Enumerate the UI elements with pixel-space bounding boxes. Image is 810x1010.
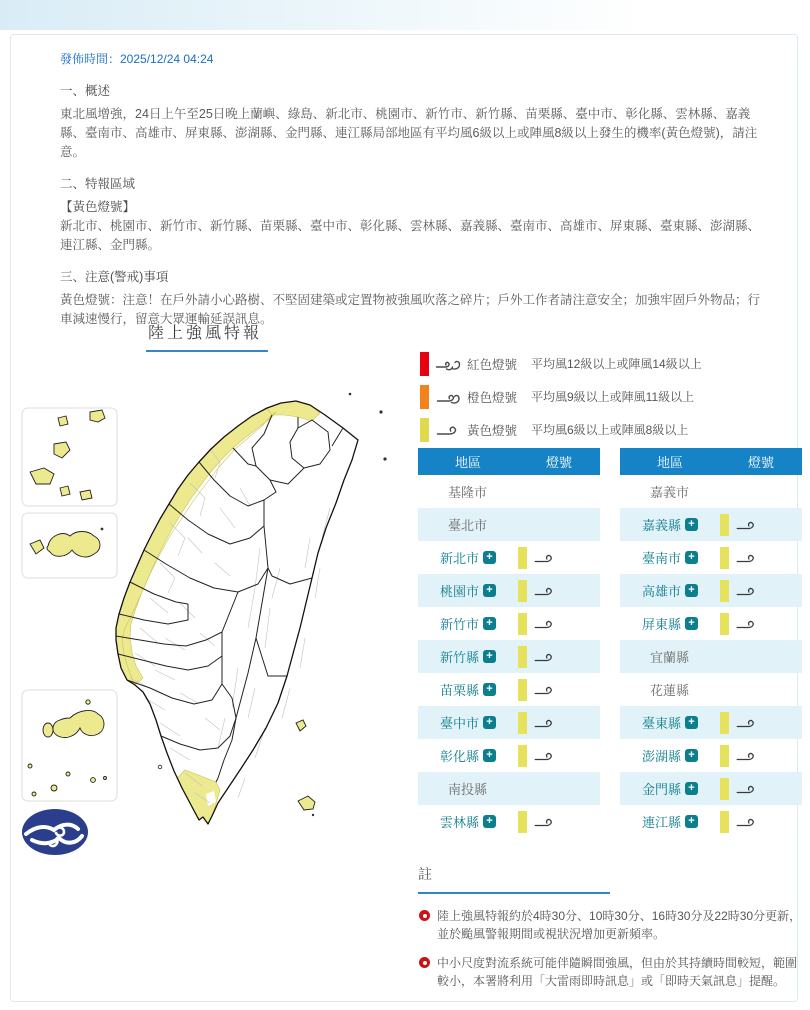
inset-penghu <box>22 690 117 801</box>
expand-plus-icon[interactable]: + <box>685 584 698 597</box>
expand-plus-icon[interactable]: + <box>483 551 496 564</box>
yellow-signal-bar <box>720 514 729 536</box>
yellow-signal-bar <box>720 613 729 635</box>
expand-plus-icon[interactable]: + <box>483 650 496 663</box>
wind-icon <box>735 814 759 830</box>
yellow-signal-bar <box>518 580 527 602</box>
header-region: 地區 <box>454 455 481 470</box>
header-signal: 燈號 <box>747 455 774 470</box>
region-name: 宜蘭縣 <box>650 650 690 665</box>
table-row <box>418 772 600 805</box>
legend-signal-desc: 平均風6級以上或陣風8級以上 <box>531 423 689 437</box>
table-header <box>620 448 802 475</box>
region-name: 新北市 <box>440 551 480 566</box>
section-heading-areas: 二、特報區域 <box>60 177 136 191</box>
expand-plus-icon[interactable]: + <box>685 815 698 828</box>
table-row[interactable] <box>620 706 802 739</box>
wind-icon <box>735 748 759 764</box>
expand-plus-icon[interactable]: + <box>685 749 698 762</box>
cwb-logo <box>22 809 88 855</box>
signal-legend <box>418 347 702 446</box>
wind-icon <box>435 355 462 373</box>
map-title: 陸上強風特報 <box>146 320 268 352</box>
table-row <box>620 673 802 706</box>
wind-icon <box>735 616 759 632</box>
inset-kinmen <box>22 513 117 578</box>
legend-signal-desc: 平均風12級以上或陣風14級以上 <box>531 357 702 371</box>
table-row[interactable] <box>620 805 802 838</box>
wind-icon <box>533 715 557 731</box>
region-name: 嘉義縣 <box>642 518 682 533</box>
yellow-signal-bar <box>518 712 527 734</box>
expand-plus-icon[interactable]: + <box>685 617 698 630</box>
region-name: 連江縣 <box>642 815 682 830</box>
legend-row <box>418 347 702 380</box>
note-bullet-icon <box>419 910 430 921</box>
region-name: 臺北市 <box>448 518 488 533</box>
note-item-text: 中小尺度對流系統可能伴隨瞬間強風，但由於其持續時間較短，範圍較小，本署將利用「大雷雨即時訊息」或「即時天氣訊息」提醒。 <box>437 956 798 988</box>
wind-icon <box>533 682 557 698</box>
table-header <box>418 448 600 475</box>
note-title: 註 <box>418 866 432 882</box>
region-name: 雲林縣 <box>440 815 480 830</box>
region-name: 嘉義市 <box>650 485 690 500</box>
expand-plus-icon[interactable]: + <box>483 584 496 597</box>
wind-icon <box>533 748 557 764</box>
signal-color-swatch <box>420 352 429 376</box>
advisory-text-block <box>60 50 760 329</box>
note-section <box>418 864 802 1001</box>
region-table-right <box>620 448 802 838</box>
table-row <box>418 475 600 508</box>
region-name: 桃園市 <box>440 584 480 599</box>
top-gradient-band <box>0 0 810 30</box>
table-row[interactable] <box>418 673 600 706</box>
areas-body: 新北市、桃園市、新竹市、新竹縣、苗栗縣、臺中市、彰化縣、雲林縣、嘉義縣、臺南市、高雄市、屏東縣、臺東縣、澎湖縣、連江縣、金門縣。 <box>60 219 761 252</box>
header-region: 地區 <box>656 455 683 470</box>
expand-plus-icon[interactable]: + <box>685 782 698 795</box>
note-item <box>418 954 802 990</box>
section-heading-warnings: 三、注意(警戒)事項 <box>60 270 169 284</box>
wind-icon <box>533 550 557 566</box>
lanyu-island <box>298 796 315 810</box>
wind-icon <box>735 550 759 566</box>
region-name: 臺南市 <box>642 551 682 566</box>
legend-signal-name: 橙色燈號 <box>467 390 518 405</box>
section-heading-overview: 一、概述 <box>60 84 111 98</box>
signal-color-swatch <box>420 385 429 409</box>
table-row[interactable] <box>418 706 600 739</box>
green-island <box>296 720 306 731</box>
note-item-text: 陸上強風特報約於4時30分、10時30分、16時30分及22時30分更新，並於颱風警報期間或視狀況增加更新頻率。 <box>437 909 802 941</box>
expand-plus-icon[interactable]: + <box>483 749 496 762</box>
wind-icon <box>533 814 557 830</box>
wind-icon <box>735 781 759 797</box>
region-name: 南投縣 <box>448 782 488 797</box>
yellow-signal-bar <box>518 613 527 635</box>
region-name: 澎湖縣 <box>642 749 682 764</box>
yellow-signal-bar <box>720 547 729 569</box>
region-name: 花蓮縣 <box>650 683 690 698</box>
warnings-body: 黃色燈號：注意！在戶外請小心路樹、不堅固建築或定置物被強風吹落之碎片；戶外工作者請注意安全；加強牢固戶外物品；行車減速慢行，留意大眾運輸延誤訊息。 <box>60 293 761 326</box>
wind-icon <box>435 421 462 439</box>
wind-icon <box>435 388 462 406</box>
region-name: 基隆市 <box>448 485 488 500</box>
table-row <box>418 508 600 541</box>
legend-signal-name: 紅色燈號 <box>467 357 518 372</box>
expand-plus-icon[interactable]: + <box>685 551 698 564</box>
note-item <box>418 907 802 943</box>
region-table-left <box>418 448 600 838</box>
expand-plus-icon[interactable]: + <box>483 683 496 696</box>
taiwan-island <box>116 401 358 824</box>
header-signal: 燈號 <box>545 455 572 470</box>
table-row[interactable] <box>620 739 802 772</box>
region-name: 新竹縣 <box>440 650 480 665</box>
note-bullet-icon <box>419 957 430 968</box>
region-name: 屏東縣 <box>642 617 682 632</box>
yellow-signal-bar <box>518 811 527 833</box>
yellow-signal-bar <box>720 712 729 734</box>
region-name: 金門縣 <box>642 782 682 797</box>
yellow-signal-bar <box>518 745 527 767</box>
table-row[interactable] <box>418 607 600 640</box>
yellow-signal-bar <box>518 646 527 668</box>
wind-icon <box>735 583 759 599</box>
expand-plus-icon[interactable]: + <box>483 716 496 729</box>
signal-color-swatch <box>420 418 429 442</box>
taiwan-wind-map <box>10 388 410 868</box>
wind-icon <box>533 649 557 665</box>
region-name: 臺中市 <box>440 716 480 731</box>
note-underline <box>418 892 610 894</box>
region-name: 臺東縣 <box>642 716 682 731</box>
legend-signal-name: 黃色燈號 <box>467 423 518 438</box>
table-row[interactable] <box>620 607 802 640</box>
yellow-signal-bar <box>518 679 527 701</box>
wind-icon <box>533 583 557 599</box>
publish-time: 發佈時間：2025/12/24 04:24 <box>60 52 214 66</box>
table-row[interactable] <box>620 541 802 574</box>
expand-plus-icon[interactable]: + <box>483 617 496 630</box>
wind-icon <box>533 616 557 632</box>
table-row[interactable] <box>620 508 802 541</box>
table-row[interactable] <box>620 574 802 607</box>
yellow-signal-bar <box>720 580 729 602</box>
yellow-signal-bar <box>720 745 729 767</box>
overview-body: 東北風增強，24日上午至25日晚上蘭嶼、綠島、新北市、桃園市、新竹市、新竹縣、苗栗縣、臺中市、彰化縣、雲林縣、嘉義縣、臺南市、高雄市、屏東縣、澎湖縣、金門縣、連江縣局部地區有平均風6級以上或陣風8級以上發生的機率(黃色燈號)，請注意。 <box>60 107 758 159</box>
legend-signal-desc: 平均風9級以上或陣風11級以上 <box>531 390 695 404</box>
yellow-signal-subheading: 【黃色燈號】 <box>60 200 136 214</box>
table-row[interactable] <box>418 541 600 574</box>
wind-icon <box>735 715 759 731</box>
region-name: 苗栗縣 <box>440 683 480 698</box>
table-row[interactable] <box>620 772 802 805</box>
expand-plus-icon[interactable]: + <box>685 518 698 531</box>
expand-plus-icon[interactable]: + <box>483 815 496 828</box>
table-row[interactable] <box>418 739 600 772</box>
region-name: 彰化縣 <box>440 749 480 764</box>
region-name: 新竹市 <box>440 617 480 632</box>
legend-row <box>418 380 702 413</box>
expand-plus-icon[interactable]: + <box>685 716 698 729</box>
table-row <box>620 640 802 673</box>
legend-row <box>418 413 702 446</box>
yellow-signal-bar <box>720 811 729 833</box>
table-row[interactable] <box>418 640 600 673</box>
inset-matsu <box>22 408 117 506</box>
yellow-signal-bar <box>720 778 729 800</box>
wind-icon <box>735 517 759 533</box>
table-row <box>620 475 802 508</box>
table-row[interactable] <box>418 574 600 607</box>
region-name: 高雄市 <box>642 584 682 599</box>
yellow-signal-bar <box>518 547 527 569</box>
table-row[interactable] <box>418 805 600 838</box>
